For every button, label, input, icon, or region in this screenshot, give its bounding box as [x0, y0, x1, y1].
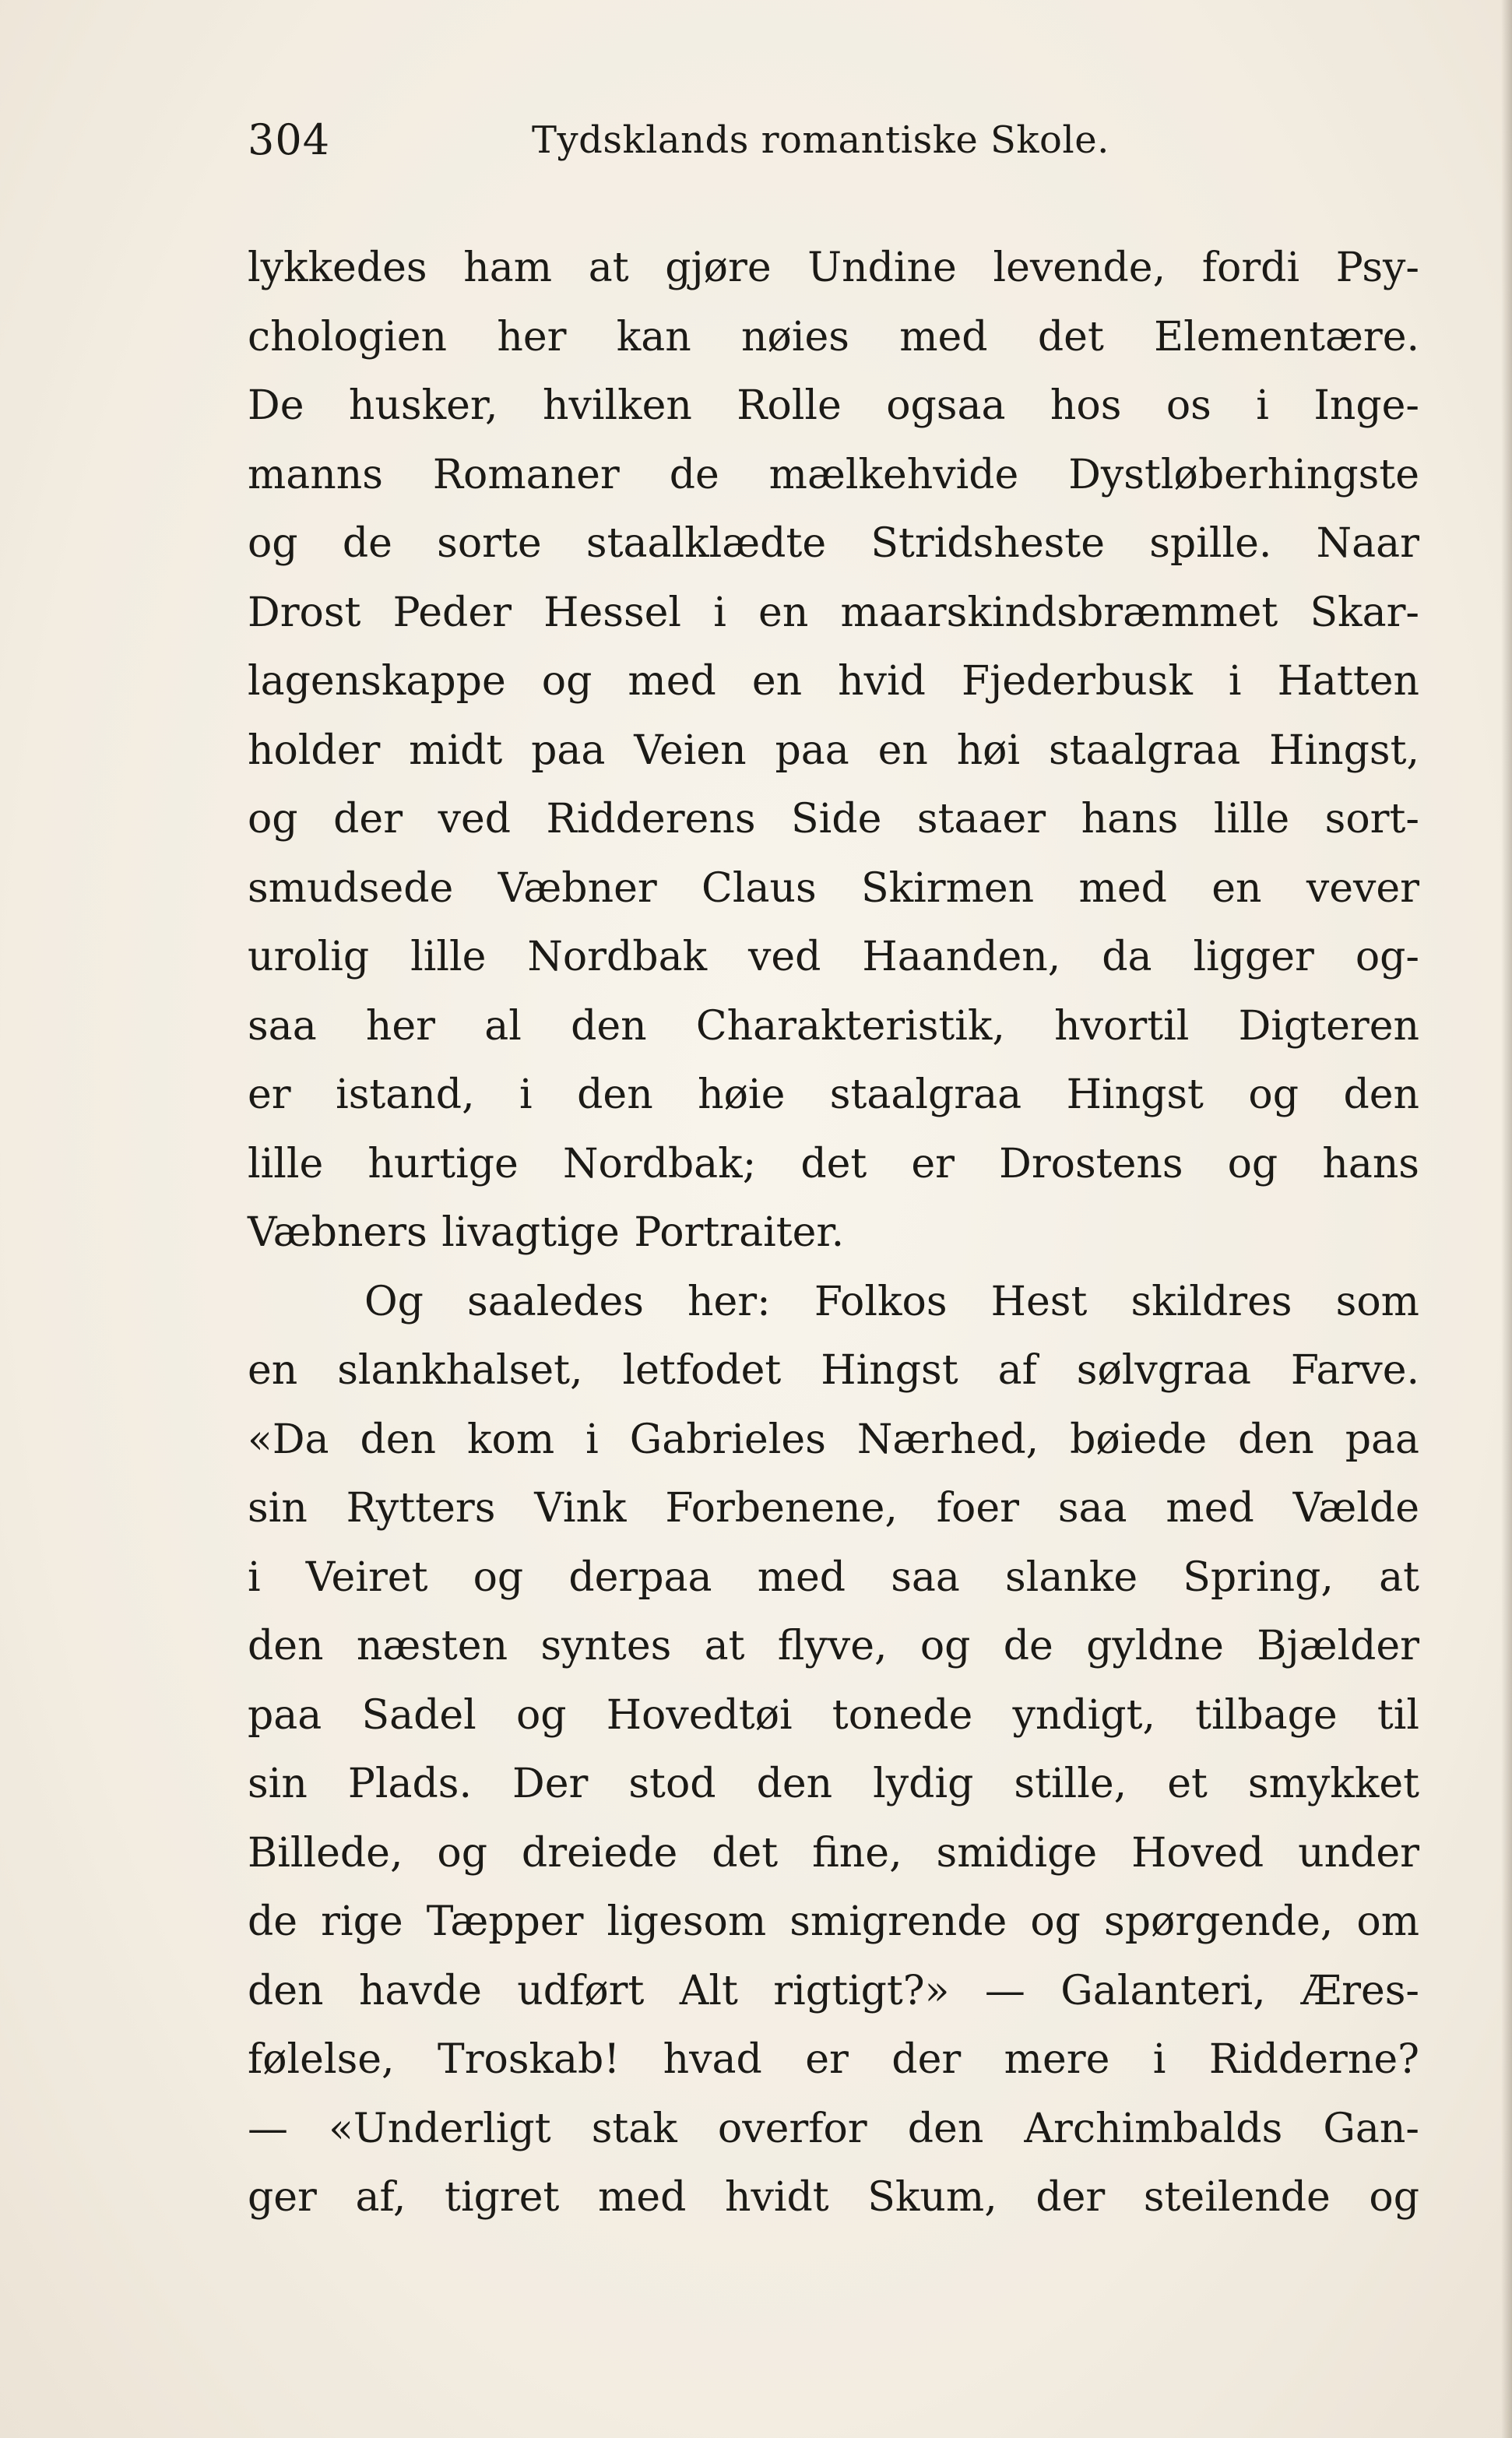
text-line: sin Plads. Der stod den lydig stille, et smykket	[248, 1761, 1419, 1807]
text-line: «Da den kom i Gabrieles Nærhed, bøiede den paa	[248, 1416, 1419, 1463]
text-line: lagenskappe og med en hvid Fjederbusk i Hatten	[248, 658, 1419, 705]
text-line: — «Underligt stak overfor den Archimbalds Gan-	[248, 2105, 1419, 2152]
text-line: urolig lille Nordbak ved Haanden, da ligger og-	[248, 934, 1419, 980]
text-line: Væbners livagtige Portraiter.	[248, 1209, 845, 1256]
text-line: følelse, Troskab! hvad er der mere i Ridderne?	[248, 2036, 1419, 2083]
text-line: lille hurtige Nordbak; det er Drostens og hans	[248, 1140, 1419, 1187]
running-head: Tydsklands romantiske Skole.	[532, 118, 1109, 162]
text-line: Billede, og dreiede det fine, smidige Hoved under	[248, 1829, 1419, 1877]
page-edge-shadow	[1501, 0, 1512, 2438]
text-line: og der ved Ridderens Side staaer hans lille sort-	[248, 796, 1419, 843]
page-number: 304	[248, 115, 331, 164]
text-line: chologien her kan nøies med det Elementære.	[248, 313, 1419, 361]
page-header	[248, 109, 1423, 171]
text-line: smudsede Væbner Claus Skirmen med en vever	[248, 864, 1419, 912]
text-line: manns Romaner de mælkehvide Dystløberhingste	[248, 451, 1419, 498]
text-line: ger af, tigret med hvidt Skum, der steilende og	[248, 2174, 1419, 2221]
text-line: er istand, i den høie staalgraa Hingst og den	[248, 1071, 1419, 1118]
text-line: den havde udført Alt rigtigt?» — Galanteri, Æres-	[248, 1967, 1419, 2014]
text-line: de rige Tæpper ligesom smigrende og spørgende, om	[248, 1898, 1419, 1945]
text-line: sin Rytters Vink Forbenene, foer saa med Vælde	[248, 1485, 1419, 1532]
text-line: den næsten syntes at flyve, og de gyldne Bjælder	[248, 1623, 1419, 1669]
text-line: Drost Peder Hessel i en maarskindsbræmmet Skar-	[248, 589, 1419, 636]
text-line: Og saaledes her: Folkos Hest skildres som	[364, 1278, 1419, 1325]
text-line: i Veiret og derpaa med saa slanke Spring, at	[248, 1553, 1419, 1601]
text-line: De husker, hvilken Rolle ogsaa hos os i Inge-	[248, 382, 1419, 429]
text-line: holder midt paa Veien paa en høi staalgraa Hingst,	[248, 726, 1419, 774]
text-line: en slankhalset, letfodet Hingst af sølvgraa Farve.	[248, 1347, 1419, 1394]
body-text	[248, 234, 1419, 2232]
text-line: saa her al den Charakteristik, hvortil Digteren	[248, 1002, 1419, 1050]
text-line: og de sorte staalklædte Stridsheste spille. Naar	[248, 520, 1419, 567]
text-line: paa Sadel og Hovedtøi tonede yndigt, tilbage til	[248, 1691, 1419, 1739]
text-line: lykkedes ham at gjøre Undine levende, fordi Psy-	[248, 245, 1419, 291]
